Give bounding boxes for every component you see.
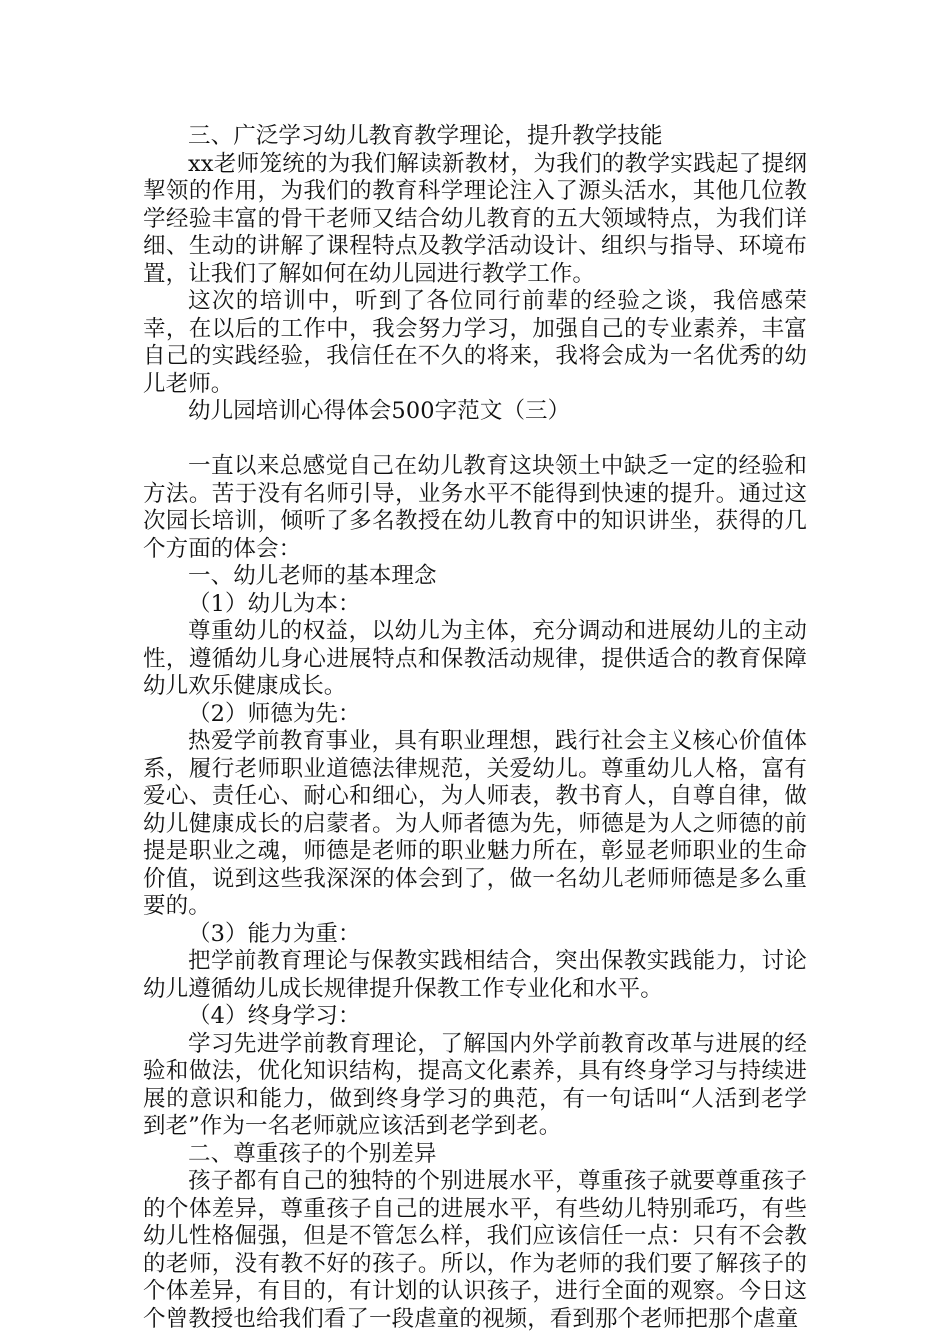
body-paragraph: 孩子都有自己的独特的个别进展水平，尊重孩子就要尊重孩子的个体差异，尊重孩子自己的进展水平，有些幼儿特别乖巧，有些幼儿性格倔强，但是不管怎么样，我们应该信任一点：只有不会教的老师，没有教不好的孩子。所以，作为老师的我们要了解孩子的个体差异，有目的，有计划的认识孩子，进行全面的观察。今日这个曾教授也给我们看了一段虐童的视频，看到那个老师把那个虐童 — [143, 1168, 807, 1332]
subheading-4: （4）终身学习： — [188, 1003, 361, 1029]
subheading-1: （1）幼儿为本： — [188, 590, 361, 617]
body-paragraph: 一直以来总感觉自己在幼儿教育这块领土中缺乏一定的经验和方法。苦于没有名师引导，业务水平不能得到快速的提升。通过这次园长培训，倾听了多名教授在幼儿教育中的知识讲坐，获得的几个方面的体会： — [143, 453, 807, 562]
section-heading-2: 二、尊重孩子的个别差异 — [188, 1140, 437, 1167]
subheading-3: （3）能力为重： — [188, 920, 361, 947]
article-title: 幼儿园培训心得体会500字范文（三） — [188, 398, 571, 424]
blank-line — [143, 426, 807, 454]
body-paragraph: 学习先进学前教育理论，了解国内外学前教育改革与进展的经验和做法，优化知识结构，提高文化素养，具有终身学习与持续进展的意识和能力，做到终身学习的典范，有一句话叫“人活到老学到老”作为一名老师就应该活到老学到老。 — [143, 1030, 807, 1139]
body-paragraph: 把学前教育理论与保教实践相结合，突出保教实践能力，讨论幼儿遵循幼儿成长规律提升保教工作专业化和水平。 — [143, 948, 807, 1002]
subheading-2: （2）师德为先： — [188, 700, 361, 727]
body-paragraph: 热爱学前教育事业，具有职业理想，践行社会主义核心价值体系，履行老师职业道德法律规范，关爱幼儿。尊重幼儿人格，富有爱心、责任心、耐心和细心，为人师表，教书育人，自尊自律，做幼儿健康成长的启蒙者。为人师者德为先，师德是为人之师德的前提是职业之魂，师德是老师的职业魅力所在，彰显老师职业的生命价值，说到这些我深深的体会到了，做一名幼儿老师师德是多么重要的。 — [143, 728, 807, 919]
body-paragraph: xx老师笼统的为我们解读新教材，为我们的教学实践起了提纲挈领的作用，为我们的教育科学理论注入了源头活水，其他几位教学经验丰富的骨干老师又结合幼儿教育的五大领域特点，为我们详细、生动的讲解了课程特点及教学活动设计、组织与指导、环境布置，让我们了解如何在幼儿园进行教学工作。 — [143, 150, 807, 287]
document-body — [143, 123, 807, 1333]
section-heading-3: 三、广泛学习幼儿教育教学理论，提升教学技能 — [188, 123, 663, 149]
body-paragraph: 这次的培训中，听到了各位同行前辈的经验之谈，我倍感荣幸，在以后的工作中，我会努力学习，加强自己的专业素养，丰富自己的实践经验，我信任在不久的将来，我将会成为一名优秀的幼儿老师。 — [143, 288, 807, 397]
body-paragraph: 尊重幼儿的权益，以幼儿为主体，充分调动和进展幼儿的主动性，遵循幼儿身心进展特点和保教活动规律，提供适合的教育保障幼儿欢乐健康成长。 — [143, 618, 807, 699]
section-heading-1: 一、幼儿老师的基本理念 — [188, 563, 437, 589]
